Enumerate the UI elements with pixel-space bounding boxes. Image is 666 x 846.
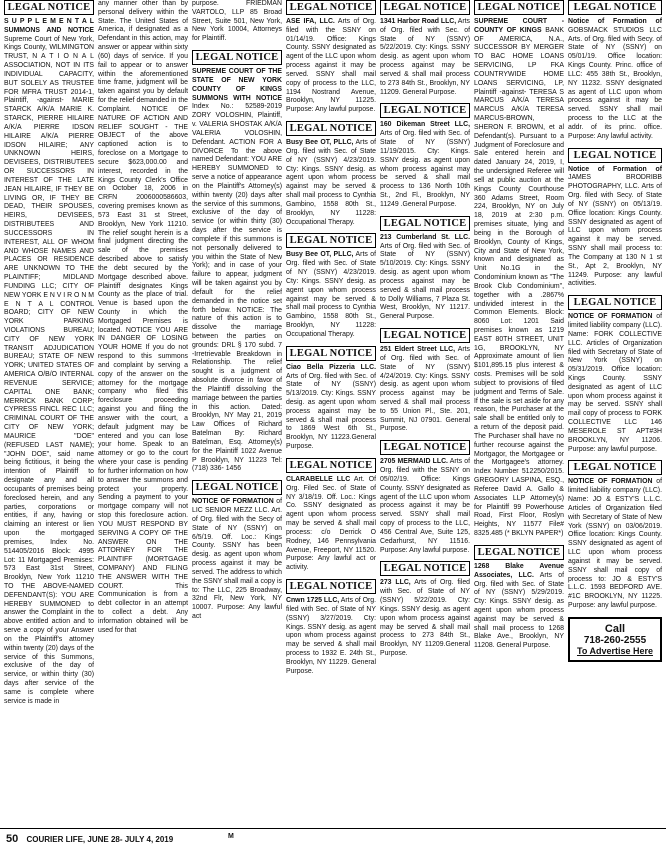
column-1	[4, 0, 94, 826]
section-mark: M	[228, 833, 234, 840]
legal-notice-body	[380, 18, 470, 97]
legal-notice-body	[286, 597, 376, 676]
legal-notice	[380, 0, 470, 97]
notice-lead: NOTICE OF FORMATION	[192, 498, 274, 506]
notice-text: GOBSMACK STUDIOS LLC Arts. of Org. filed with Secy. of State of NY (SSNY) on 05/01/19. Office location: Kings County. Princ. office of LLC: 455 38th St., Brooklyn, NY 11232. SSNY designated as agent of LLC upon whom process against it may be served. SSNY shall mail process to the LLC at the addr. of its princ. office. Purpose: Any lawful activity.	[568, 26, 662, 140]
legal-notice	[568, 460, 662, 610]
legal-notice	[286, 121, 376, 227]
notice-text: Supreme Court of New York, Kings County, WILMINGTON TRUST, N A T I O N A L ASSOCIATION, NOT IN ITS INDIVIDUAL CAPACITY, BUT SOLELY AS TRUSTEE FOR MFRA TRUST 2014-1, Plaintiff, -against- MARIE STARCK A/K/A MARIE K. STARCK, PIERRE HILAIRE A/K/A PIERRE IDSON HILAIRE A/K/A PIERRE IDSON HILAIRE; ANY UNKNOWN HEIRS, DEVISEES, DISTRIBUTEES OR SUCCESSORS IN INTEREST OF THE LATE JEAN HILAIRE, IF THEY BE LIVING OR, IF THEY BE DEAD, THEIR SPOUSES, HEIRS, DEVISEES, DISTRIBUTEES AND SUCCESSORS IN INTEREST, ALL OF WHOM AND WHOSE NAMES AND PLACES OR RESIDENCE ARE UNKNOWN TO THE PLAINTIFF; MIDLAND FUNDING LLC; CITY OF NEW YORK E N V I R O N M E N T A L CONTROL BOARD; CITY OF NEW YORK PARKING VIOLATIONS BUREAU; CITY OF NEW YORK TRANSIT ADJUDICATION BUREAU; STATE OF NEW YORK; UNITED STATES OF AMERICA O/B/O INTERNAL REVENUE SERVICE; CAPITAL ONE BANK; MERRICK BANK CORP; CYPRESS FINCL REC LLC; CRIMINAL COURT OF THE CITY OF NEW YORK; MAURICE "DOE" (REFUSED LAST NAME); "JOHN DOE", said name being fictitious, it being the intention of Plaintiff to designate any and all occupants of premises being foreclosed herein, and any parties, corporations or entities, if any, having or claiming an interest or lien upon the mortgaged premises, Index No. 514405/2016 Block: 4995 Lot: 11 Mortgaged Premises: 573 East 31st Street, Brooklyn, New York 11210 TO THE ABOVE-NAMED DEFENDANT(S): YOU ARE HEREBY SUMMONED to answer the Complaint in the above entitled action and to serve a copy of your Answer on the Plaintiff's attorney within twenty (20) days of the service of this Summons, exclusive of the day of service, or within thirty (30) days after service of the same is complete where service is made in	[4, 35, 94, 705]
notice-lead: NOTICE OF FORMATION	[568, 478, 653, 486]
legal-notice	[568, 0, 662, 142]
legal-notice-header: LEGAL NOTICE	[192, 480, 282, 495]
legal-notice	[286, 0, 376, 115]
column-4	[286, 0, 376, 826]
notice-text: Art. Of Org. Filed Sec. of State of NY 3/18/19. Off. Loc.: Kings Co. SSNY designated as agent upon whom process may be served & shall mail process: c/o Derrick O Rodney, 146 Pennsylvania Avenue, Freeport, NY 11520. Purpose: Any lawful act or activity.	[286, 475, 376, 572]
notice-text: Arts of Org. filed with Sec. of State of NY (SSNY) 5/22/2019. Cty: Kings. SSNY desig. as agent upon whom process against may be served & shall mail process to 273 84th St., Brooklyn, NY 11209.General Purpose.	[380, 579, 470, 658]
legal-notice-body	[568, 313, 662, 454]
column-3	[192, 0, 282, 826]
legal-notice-header: LEGAL NOTICE	[286, 233, 376, 248]
notice-lead: Cnwn 1725 LLC,	[286, 597, 340, 605]
legal-notice-body	[98, 0, 188, 636]
notice-text: Arts of Org. filed with the SSNY on 01/14/19. Office: Kings County. SSNY designated as agent of the LLC upon whom process against it may be served. SSNY shall mail copy of process to the LLC, 1194 Nostrand Avenue, Brooklyn, NY 11225. Purpose: Any lawful purpose.	[286, 18, 376, 114]
notice-text: JAMES BRODRIBB PHOTOGRAPHY, LLC. Arts of Org. filed with Secy. of State of NY (SSNY) on 05/13/19. Office location: Kings County. SSNY designated as agent of LLC upon whom process against it may be served. SSNY shall mail process to: The Company at 130 N 1 st St., Apt 2, Brooklyn, NY 11249. Purpose: any lawful activities.	[568, 174, 662, 288]
legal-notice	[380, 561, 470, 658]
notice-lead: Notice of Formation of	[568, 165, 662, 173]
notice-lead: Notice of Formation of	[568, 18, 662, 25]
legal-notice-body	[568, 478, 662, 610]
notice-text: Arts of Org. filed with Sec. of State of NY (SSNY) 4/23/2019. Cty: Kings. SSNY desig. as agent upon whom process against may be served & shall mail process to Cynthia Gambino, 1558 80th St., Brooklyn, NY 11228: Occupational Therapy.	[286, 251, 376, 338]
advertise-call-box	[568, 617, 662, 662]
legal-notice-body	[286, 139, 376, 227]
legal-notice-header: LEGAL NOTICE	[568, 148, 662, 163]
legal-notice-header: LEGAL NOTICE	[286, 346, 376, 361]
notice-text: Arts of Org. filed with Sec. of State of NY (SSNY) 5/29/2019. Cty: Kings. SSNY desig. as agent upon whom process against may be served & shall mail process to 1268 Blake Ave., Brooklyn, NY 11208. General Purpose.	[474, 571, 564, 650]
notice-text: Arts of Org. filed with the SSNY on 05/02/19. Office: Kings County. SSNY designated as agent of the LLC upon whom process against it may be served. SSNY shall mail copy of process to the LLC, 456 Central Ave, Suite 125, Cedarhurst, NY 11516. Purpose: Any lawful purpose.	[380, 458, 470, 554]
notice-lead: S U P P L E M E N T A L SUMMONS AND NOTICE	[4, 18, 94, 34]
legal-notice-body	[568, 18, 662, 142]
notice-text: Arts of Org. filed with Sec. of State of NY (SSNY) 3/27/2019. Cty: Kings. SSNY desig. as agent upon whom process against may be served & shall mail process to 1932 E. 24th St., Brooklyn, NY 11229. General Purpose.	[286, 597, 376, 675]
legal-notice-header: LEGAL NOTICE	[474, 0, 564, 15]
legal-notice-body	[380, 579, 470, 658]
notice-text: Index No.: 52589-2019 ZORY VOLOSHIN, Plaintiff, v. VALERIA SHOSTAK A/K/A VALERIA VOLOSHIN, Defendant. ACTION FOR A DIVORCE To the above named Defendant: YOU ARE HEREBY SUMMONED to serve a notice of appearance on the Plaintiff's Attorney(s) within twenty (20) days after the service of this summons, exclusive of the day of service (or within thirty (30) days after the service is complete if this summons is not personally delivered to you within the State of New York); and in case of your failure to appear, judgment will be taken against you by default for the relief demanded in the notice set forth below. NOTICE: The nature of this action is to dissolve the marriage between the parties on grounds: DRL § 170 subd. 7 -Irretrievable Breakdown in Relationship. The relief sought is a judgment of absolute divorce in favor of the Plaintiff dissolving the marriage between the parties in this action. Dated: Brooklyn, NY May 21, 2019 Law Offices of Richard Batelman By: Richard Batelman, Esq. Attorney(s) for the Plaintiff 1022 Avenue P Brooklyn, NY 11223 Tel: (718) 336- 1456	[192, 103, 282, 473]
legal-notice-body	[380, 234, 470, 322]
legal-notice	[380, 328, 470, 434]
notice-lead: 1268 Blake Avenue Associates, LLC.	[474, 562, 564, 579]
legal-notice	[380, 440, 470, 555]
legal-notice-header: LEGAL NOTICE	[192, 50, 282, 65]
legal-notice-body	[286, 18, 376, 115]
notice-lead: SUPREME COURT OF THE STATE OF NEW YORK COUNTY OF KINGS SUMMONS WITH NOTICE	[192, 68, 282, 102]
notice-text: Arts of Org. filed with Sec. of State of NY (SSNY) 4/24/2019. Cty: Kings. SSNY desig. as agent upon whom process against may be served & shall mail process to 55 Union Pl., Ste. 201, Summit, NJ 07901. General Purpose.	[380, 346, 470, 433]
legal-notice-header: LEGAL NOTICE	[380, 0, 470, 15]
legal-notice	[286, 579, 376, 676]
legal-notice-header: LEGAL NOTICE	[380, 103, 470, 118]
legal-notice-header: LEGAL NOTICE	[380, 216, 470, 231]
notice-lead: NOTICE OF FORMATION	[568, 313, 653, 321]
notice-lead: 251 Eldert Street LLC,	[380, 346, 456, 354]
legal-notice-header: LEGAL NOTICE	[286, 0, 376, 15]
legal-notice-body	[192, 0, 282, 44]
call-label: Call	[604, 622, 626, 635]
notice-lead: CLARABELLE LLC	[286, 475, 351, 483]
legal-notice-body	[568, 166, 662, 290]
legal-notice	[286, 458, 376, 573]
legal-notice	[568, 295, 662, 454]
notice-lead: Busy Bee OT, PLLC,	[286, 139, 354, 147]
legal-notice-header: LEGAL NOTICE	[286, 121, 376, 136]
notice-text: BANK OF AMERICA, N.A., SUCCESSOR BY MERGER TO BAC HOME LOANS SERVICING, LP FKA COUNTRYWIDE HOME LOANS SERVICING, LP, Plaintiff -against- TERESA S MARCUS A/K/A TERESA MARCUS A/K/A TERESA MARCUS-BROWN, SHERON F. BROWN, et al Defendant(s). Pursuant to a Judgment of Foreclosure and Sale entered herein and dated January 24, 2019, I, the undersigned Referee will sell at public auction at the Kings County Courthouse 360 Adams Street, Room 224, Brooklyn, NY on July 18, 2019 at 2:30 p.m. premises situate, lying and being in the Borough of Brooklyn, County of Kings, City and State of New York, known and designated as Unit No.1G in the Condominium known as "The Brook Club Condominium", together with a .2867% undivided interest in the Common Elements. Block: 8060 Lot: 1201 Said premises known as 1219 EAST 80TH STREET, UNIT 1G, BROOKLYN, NY Approximate amount of lien $101,895.15 plus interest & costs. Premises will be sold subject to provisions of filed judgment and Terms of Sale. If the sale is set aside for any reason, the Purchaser at the sale shall be entitled only to a return of the deposit paid. The Purchaser shall have no further recourse against the Mortgagor, the Mortgagee or the Mortgagee's attorney. Index Number 512250/2015. GREGORY LASPINA, ESQ., Referee David A. Gallo & Associates LLP Attorney(s) for Plaintiff 99 Powerhouse Road, First Floor, Roslyn Heights, NY 11577 File# 8325.485 (* BKLYN PAPER*)	[474, 26, 564, 538]
legal-notice-body	[4, 18, 94, 707]
legal-notice	[474, 545, 564, 651]
notice-text: Arts of Org. filed with Sec. of State of NY (SSNY) 5/22/2019. Cty: Kings. SSNY desig. as agent upon whom process against may be served & shall mail process to 273 84th St., Brooklyn, NY 11209. General Purpose.	[380, 18, 470, 96]
legal-notice-header: LEGAL NOTICE	[380, 328, 470, 343]
legal-notice-header: LEGAL NOTICE	[286, 579, 376, 594]
page-footer	[0, 828, 666, 846]
legal-notice	[98, 0, 188, 636]
legal-notice-body	[380, 346, 470, 434]
legal-notice-header: LEGAL NOTICE	[380, 440, 470, 455]
advertise-label: To Advertise Here	[576, 645, 654, 656]
phone-number: 718-260-2555	[583, 634, 647, 646]
notice-lead: Ciao Bella Pizzeria LLC.	[286, 363, 376, 371]
notice-text: of limited liability company (LLC). Name: FORK COLLECTIVE LLC. Articles of Organization filed with Secretary of State of New York (SSNY) on 05/31/2019. Office location: Kings County. SSNY designated as agent of LLC upon whom process against it may be served. SSNY shall mail copy of process to FORK COLLECTIVE LLC 146 MESEROLE ST APT#3H BROOKLYN, NY 11206. Purpose: any lawful purpose.	[568, 313, 662, 453]
column-5	[380, 0, 470, 826]
notice-text: of limited liability company (LLC). Name: JO & ESTY'S L.L.C. Articles of Organization filed with Secretary of State of New York (SSNY) on 03/06/2019. Office location: Kings County. SSNY designated as agent of LLC upon whom process against it may be served. SSNY shall mail copy of process to: JO & ESTY'S L.L.C. 1593 BEDFORD AVE. #1C BROOKLYN, NY 11225. Purpose: any lawful purpose.	[568, 478, 662, 610]
legal-notice-body	[286, 364, 376, 452]
legal-notice	[380, 216, 470, 322]
notice-lead: 213 Cumberland St. LLC.	[380, 233, 470, 241]
legal-notice-body	[192, 498, 282, 622]
legal-notice	[192, 480, 282, 622]
column-2	[98, 0, 188, 826]
legal-notice	[568, 148, 662, 290]
legal-notice-body	[192, 68, 282, 474]
legal-notice-body	[286, 251, 376, 339]
legal-notice-header: LEGAL NOTICE	[568, 295, 662, 310]
page-number: 50	[6, 833, 19, 845]
legal-notice-header: LEGAL NOTICE	[286, 458, 376, 473]
legal-notice	[286, 233, 376, 339]
notice-text: purpose. FRIEDMAN VARTOLO, LLP 85 Broad Street, Suite 501, New York, New York 10004, Attorneys for Plaintiff.	[192, 0, 282, 43]
notice-lead: 160 Dikeman Street LLC,	[380, 121, 470, 129]
legal-notice-body	[474, 18, 564, 539]
notice-lead: 2705 MERMAID LLC.	[380, 458, 448, 466]
notice-text: of LIC SENIOR MEZZ LLC. Art. of Org. filed with the Secy of State of NY (SSNY) on 6/5/19. Off. Loc.: Kings County. SSNY has been desig. as agent upon whom process against it may be served. The address to which the SSNY shall mail a copy is to: The LLC, 225 Broadway, 32nd Flr, New York, NY 10007. Purpose: Any lawful act	[192, 498, 282, 620]
notice-lead: 273 LLC,	[380, 579, 411, 587]
legal-notice	[380, 103, 470, 209]
legal-notice-header: LEGAL NOTICE	[4, 0, 94, 15]
legal-notice-header: LEGAL NOTICE	[568, 460, 662, 475]
legal-notice-header: LEGAL NOTICE	[380, 561, 470, 576]
legal-notice	[192, 50, 282, 474]
notice-lead: 1341 Harbor Road LLC,	[380, 18, 457, 25]
legal-notice-body	[380, 458, 470, 555]
legal-notice-header: LEGAL NOTICE	[474, 545, 564, 560]
column-7	[568, 0, 662, 826]
notice-text: Arts of Org. filed with Sec. of State of NY (SSNY) 4/23/2019. Cty: Kings. SSNY desig. as agent upon whom process against may be served & shall mail process to Cynthia Gambino, 1558 80th St., Brooklyn, NY 11228: Occupational Therapy.	[286, 139, 376, 226]
issue-line: COURIER LIFE, JUNE 28- JULY 4, 2019	[26, 835, 174, 844]
legal-notice	[192, 0, 282, 44]
notice-text: any manner other than by personal delivery within the State. The United States of America, if designated as a Defendant in this action, may answer or appear within sixty (60) days of service. If you fail to appear or to answer within the aforementioned time frame, judgment will be taken against you by default for the relief demanded in the Complaint. NOTICE OF NATURE OF ACTION AND RELIEF SOUGHT - THE OBJECT of the above captioned action is to foreclose on a Mortgage to secure $623,000.00 and interest, recorded in the Kings County Clerk's Office on October 18, 2006 in CRFN 2006000586603, covering premises known as 573 East 31 st Street, Brooklyn, New York 11210. The relief sought herein is a final judgment directing the sale of the premises described above to satisfy the debt secured by the Mortgage described above. Plaintiff designates Kings County as the place of trial. Venue is based upon the County in which the Mortgaged Premises is located. NOTICE YOU ARE IN DANGER OF LOSING YOUR HOME If you do not respond to this summons and complaint by serving a copy of the answer on the attorney for the mortgage company who filed this foreclosure proceeding against you and filing the answer with the court, a default judgment may be entered and you can lose your home. Speak to an attorney or go to the court where your case is pending for further information on how to answer the summons and protect your property. Sending a payment to your mortgage company will not stop this foreclosure action. YOU MUST RESPOND BY SERVING A COPY OF THE ANSWER ON THE ATTORNEY FOR THE PLAINTIFF (MORTGAGE COMPANY) AND FILING THE ANSWER WITH THE COURT. This Communication is from a debt collector in an attempt to collect a debt. Any information obtained will be used for that	[98, 0, 188, 634]
notice-text: Arts of Org. filed with Sec. of State of NY (SSNY) 5/10/2019. Cty: Kings. SSNY desig. as agent upon whom process against may be served & shall mail process to Dolly Williams, 7 Plaza St. West, Brooklyn, NY 11217. General Purpose.	[380, 242, 470, 321]
notice-lead: SUPREME COURT - COUNTY OF KINGS	[474, 18, 564, 34]
notice-text: Arts of Org. filed with Sec. of State of NY (SSNY) 11/19/2015. Cty: Kings. SSNY desig. as agent upon whom process against may be served & shall mail process to 136 North 10th St., 2nd Fl., Brooklyn, NY 11249 .General Purpose.	[380, 130, 470, 208]
legal-notice-body	[286, 476, 376, 573]
legal-notice-header: LEGAL NOTICE	[568, 0, 662, 15]
legal-notice	[286, 346, 376, 452]
notice-lead: ASE IFA, LLC.	[286, 18, 335, 25]
legal-notice	[474, 0, 564, 539]
column-6	[474, 0, 564, 826]
legal-notice-body	[380, 121, 470, 209]
legal-notice	[4, 0, 94, 707]
notice-lead: Busy Bee OT, PLLC,	[286, 251, 354, 259]
legal-notice-body	[474, 563, 564, 651]
notice-text: Arts of Org. filed with Sec. of State of NY (SSNY) 5/13/2019. Cty: Kings. SSNY desig. as agent upon whom process against may be served & shall mail process to 1869 West 6th St., Brooklyn, NY 11223.General Purpose.	[286, 372, 376, 451]
